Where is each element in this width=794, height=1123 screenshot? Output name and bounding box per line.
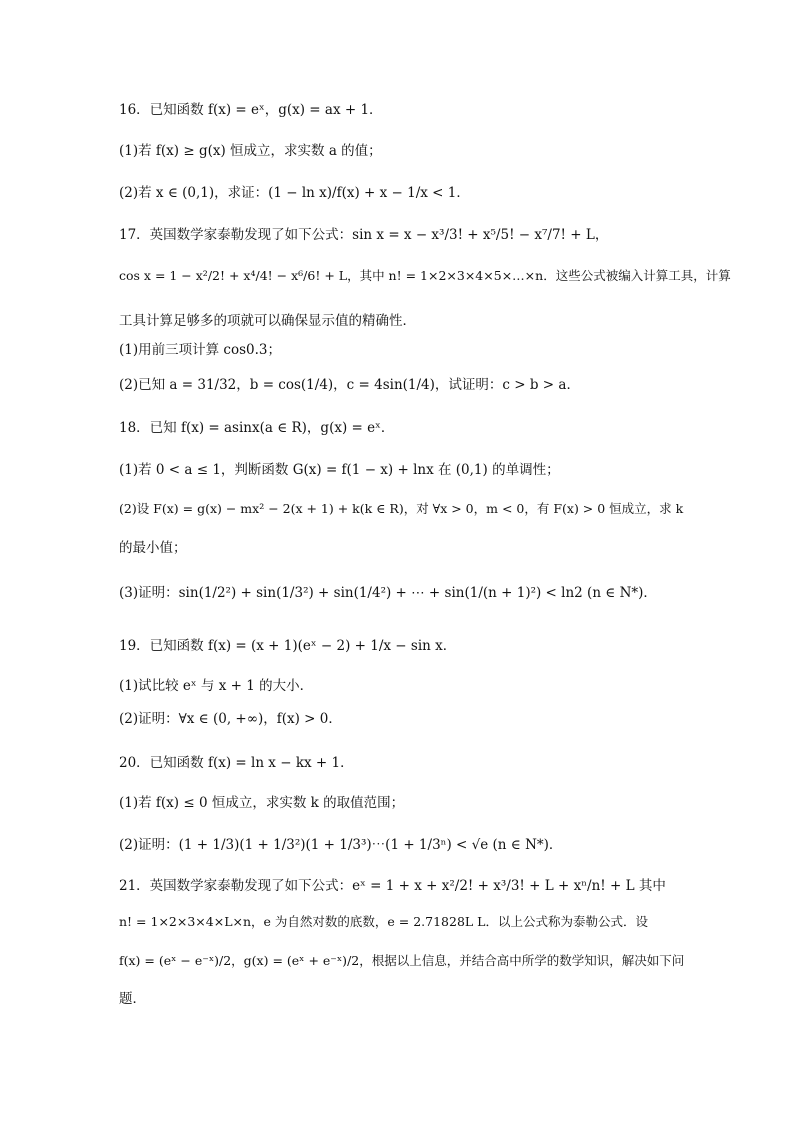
- q16-part1: (1)若 f(x) ≥ g(x) 恒成立，求实数 a 的值；: [119, 143, 382, 159]
- q21-stem-line4: 题．: [119, 991, 146, 1007]
- q16-stem: 16．已知函数 f(x) = eˣ，g(x) = ax + 1．: [119, 102, 383, 118]
- q20-part1: (1)若 f(x) ≤ 0 恒成立，求实数 k 的取值范围；: [119, 795, 405, 811]
- q18-part1: (1)若 0 < a ≤ 1，判断函数 G(x) = f(1 − x) + lnx 在 (0,1) 的单调性；: [119, 462, 560, 478]
- q18-stem: 18．已知 f(x) = asinx(a ∈ R)，g(x) = eˣ．: [119, 420, 395, 436]
- q20-part2: (2)证明：(1 + 1/3)(1 + 1/3²)(1 + 1/3³)⋯(1 + 1/3ⁿ) < √e (n ∈ N*)．: [119, 837, 563, 853]
- q19-part1: (1)试比较 eˣ 与 x + 1 的大小．: [119, 678, 314, 694]
- q21-stem-line3: f(x) = (eˣ − e⁻ˣ)/2，g(x) = (eˣ + e⁻ˣ)/2，根据以上信息，并结合高中所学的数学知识，解决如下问: [119, 953, 685, 968]
- q17-stem-line2: cos x = 1 − x²/2! + x⁴/4! − x⁶/6! + L，其中 n! = 1×2×3×4×5×…×n．这些公式被编入计算工具，计算: [119, 268, 731, 283]
- q17-part1: (1)用前三项计算 cos0.3；: [119, 342, 281, 358]
- q19-part2: (2)证明：∀x ∈ (0, +∞)，f(x) > 0．: [119, 711, 342, 727]
- q18-part3: (3)证明：sin(1/2²) + sin(1/3²) + sin(1/4²) + ⋯ + sin(1/(n + 1)²) < ln2 (n ∈ N*)．: [119, 585, 657, 601]
- q18-part2-line1: (2)设 F(x) = g(x) − mx² − 2(x + 1) + k(k ∈ R)，对 ∀x > 0，m < 0，有 F(x) > 0 恒成立，求 k: [119, 501, 684, 516]
- q17-stem-line3: 工具计算足够多的项就可以确保显示值的精确性．: [119, 313, 416, 329]
- q17-part2: (2)已知 a = 31/32，b = cos(1/4)，c = 4sin(1/4)，试证明：c > b > a．: [119, 377, 580, 393]
- q16-part2: (2)若 x ∈ (0,1)，求证：(1 − ln x)/f(x) + x − 1/x < 1．: [119, 185, 470, 201]
- q19-stem: 19．已知函数 f(x) = (x + 1)(eˣ − 2) + 1/x − sin x．: [119, 638, 457, 654]
- q20-stem: 20．已知函数 f(x) = ln x − kx + 1．: [119, 755, 354, 771]
- q18-part2-line2: 的最小值；: [119, 540, 187, 556]
- q21-stem-line1: 21．英国数学家泰勒发现了如下公式：eˣ = 1 + x + x²/2! + x³/3! + L + xⁿ/n! + L 其中: [119, 878, 666, 894]
- q21-stem-line2: n! = 1×2×3×4×L×n，e 为自然对数的底数，e = 2.71828L L．以上公式称为泰勒公式．设: [119, 914, 648, 929]
- q17-stem-line1: 17．英国数学家泰勒发现了如下公式：sin x = x − x³/3! + x⁵/5! − x⁷/7! + L，: [119, 227, 609, 243]
